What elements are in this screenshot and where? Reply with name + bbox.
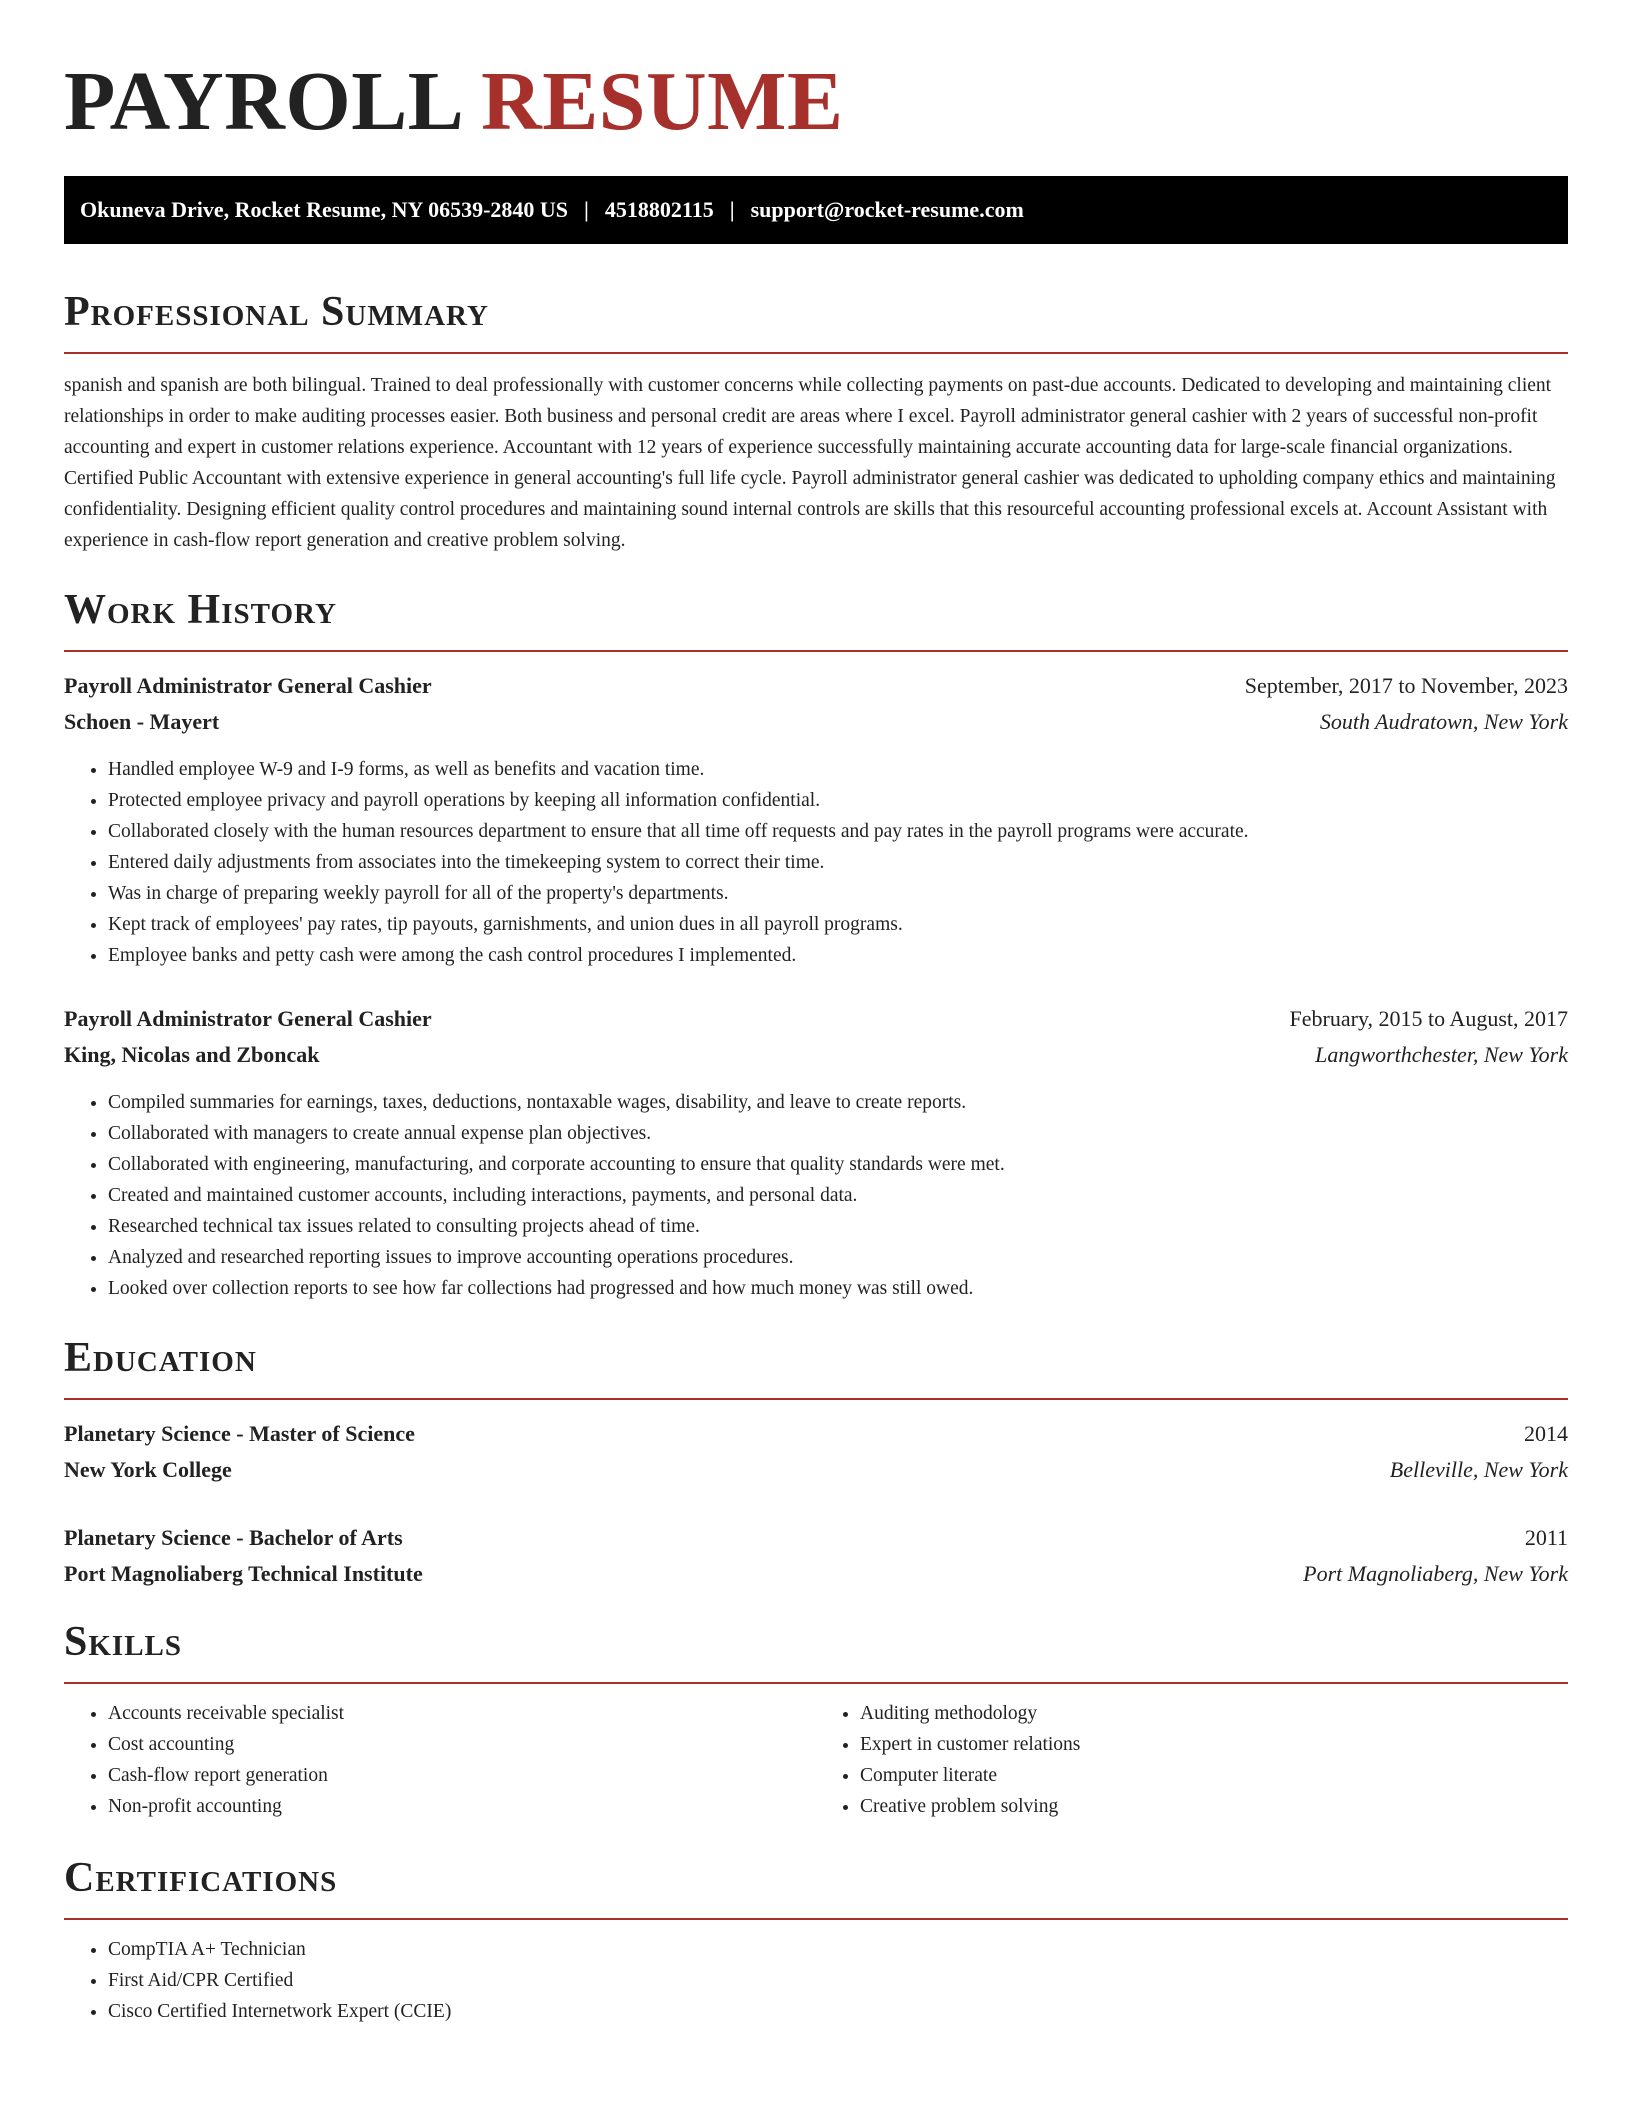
certifications-list — [64, 1934, 1568, 2027]
contact-address: Okuneva Drive, Rocket Resume, NY 06539-2840 US — [80, 197, 569, 222]
education-section — [64, 1332, 1568, 1592]
list-item: • Employee banks and petty cash were among the cash control procedures I implemented. — [108, 940, 1568, 971]
skill-item: • Non-profit accounting — [108, 1791, 816, 1822]
work-history-section — [64, 584, 1568, 1304]
certifications-section — [64, 1852, 1568, 2027]
education-heading: Education — [64, 1335, 257, 1381]
education-degree: Planetary Science - Bachelor of Arts — [64, 1525, 403, 1550]
education-year: 2011 — [1524, 1525, 1568, 1550]
job-entry — [64, 1001, 1568, 1304]
resume-title — [64, 52, 1568, 152]
list-item: • Collaborated closely with the human resources department to ensure that all time off requests and pay rates in the payroll programs were accurate. — [108, 816, 1568, 847]
summary-heading: Professional Summary — [64, 289, 489, 335]
list-item: • Protected employee privacy and payroll operations by keeping all information confidential. — [108, 785, 1568, 816]
job-title: Payroll Administrator General Cashier — [64, 673, 432, 698]
contact-separator: | — [584, 197, 589, 222]
list-item: • Entered daily adjustments from associates into the timekeeping system to correct their time. — [108, 847, 1568, 878]
education-entry — [64, 1520, 1568, 1592]
skills-list-left — [64, 1698, 816, 1822]
certifications-heading: Certifications — [64, 1855, 338, 1901]
job-header-row — [64, 1001, 1568, 1037]
skill-item: • Accounts receivable specialist — [108, 1698, 816, 1729]
education-year: 2014 — [1524, 1421, 1568, 1446]
job-entry — [64, 668, 1568, 971]
skill-item: • Computer literate — [860, 1760, 1568, 1791]
resume-page — [64, 0, 1568, 2027]
contact-email[interactable]: support@rocket-resume.com — [750, 197, 1024, 222]
skill-item: • Auditing methodology — [860, 1698, 1568, 1729]
section-divider — [64, 650, 1568, 652]
skills-list-right — [816, 1698, 1568, 1822]
title-part-1: PAYROLL — [64, 55, 460, 148]
certification-item: • CompTIA A+ Technician — [108, 1934, 1568, 1965]
job-company-row — [64, 1037, 1568, 1073]
section-divider — [64, 1682, 1568, 1684]
certification-item: • First Aid/CPR Certified — [108, 1965, 1568, 1996]
list-item: • Was in charge of preparing weekly payroll for all of the property's departments. — [108, 878, 1568, 909]
education-degree-row — [64, 1416, 1568, 1452]
list-item: • Looked over collection reports to see how far collections had progressed and how much money was still owed. — [108, 1273, 1568, 1304]
list-item: • Compiled summaries for earnings, taxes, deductions, nontaxable wages, disability, and leave to create reports. — [108, 1087, 1568, 1118]
education-location: Belleville, New York — [1389, 1457, 1568, 1482]
skills-grid — [64, 1698, 1568, 1822]
education-school: New York College — [64, 1457, 232, 1482]
education-entry — [64, 1416, 1568, 1488]
skill-item: • Expert in customer relations — [860, 1729, 1568, 1760]
job-company: King, Nicolas and Zboncak — [64, 1042, 320, 1067]
skill-item: • Creative problem solving — [860, 1791, 1568, 1822]
list-item: • Collaborated with managers to create annual expense plan objectives. — [108, 1118, 1568, 1149]
job-bullets — [64, 754, 1568, 971]
certification-item: • Cisco Certified Internetwork Expert (CCIE) — [108, 1996, 1568, 2027]
education-school-row — [64, 1452, 1568, 1488]
job-dates: February, 2015 to August, 2017 — [1289, 1006, 1568, 1031]
education-school-row — [64, 1556, 1568, 1592]
summary-section — [64, 286, 1568, 556]
section-divider — [64, 1918, 1568, 1920]
education-degree: Planetary Science - Master of Science — [64, 1421, 415, 1446]
title-part-2: RESUME — [481, 55, 844, 148]
education-location: Port Magnoliaberg, New York — [1303, 1561, 1568, 1586]
skill-item: • Cost accounting — [108, 1729, 816, 1760]
job-header-row — [64, 668, 1568, 704]
list-item: • Collaborated with engineering, manufacturing, and corporate accounting to ensure that quality standards were met. — [108, 1149, 1568, 1180]
skills-heading: Skills — [64, 1619, 183, 1665]
education-school: Port Magnoliaberg Technical Institute — [64, 1561, 423, 1586]
list-item: • Handled employee W-9 and I-9 forms, as well as benefits and vacation time. — [108, 754, 1568, 785]
job-location: South Audratown, New York — [1319, 709, 1568, 734]
section-divider — [64, 1398, 1568, 1400]
summary-text: spanish and spanish are both bilingual. Trained to deal professionally with customer concerns while collecting payments on past-due accounts. Dedicated to developing and maintaining client relationships in order to make auditing processes easier. Both business and personal credit are areas where I excel. Payroll administrator general cashier with 2 years of successful non-profit accounting and expert in customer relations experience. Accountant with 12 years of experience successfully maintaining accurate accounting data for large-scale financial organizations. Certified Public Accountant with extensive experience in general accounting's full life cycle. Payroll administrator general cashier was dedicated to upholding company ethics and maintaining confidentiality. Designing efficient quality control procedures and maintaining sound internal controls are skills that this resourceful accounting professional excels at. Account Assistant with experience in cash-flow report generation and creative problem solving. — [64, 375, 1556, 551]
contact-bar — [64, 176, 1568, 244]
job-company-row — [64, 704, 1568, 740]
job-dates: September, 2017 to November, 2023 — [1244, 673, 1568, 698]
skill-item: • Cash-flow report generation — [108, 1760, 816, 1791]
skills-section — [64, 1616, 1568, 1822]
job-location: Langworthchester, New York — [1315, 1042, 1568, 1067]
section-divider — [64, 352, 1568, 354]
education-degree-row — [64, 1520, 1568, 1556]
list-item: • Created and maintained customer accounts, including interactions, payments, and personal data. — [108, 1180, 1568, 1211]
list-item: • Kept track of employees' pay rates, tip payouts, garnishments, and union dues in all payroll programs. — [108, 909, 1568, 940]
list-item: • Analyzed and researched reporting issues to improve accounting operations procedures. — [108, 1242, 1568, 1273]
contact-separator: | — [729, 197, 735, 222]
list-item: • Researched technical tax issues related to consulting projects ahead of time. — [108, 1211, 1568, 1242]
job-bullets — [64, 1087, 1568, 1304]
job-title: Payroll Administrator General Cashier — [64, 1006, 432, 1031]
contact-phone: 4518802115 — [604, 197, 714, 222]
work-history-heading: Work History — [64, 587, 337, 633]
job-company: Schoen - Mayert — [64, 709, 220, 734]
